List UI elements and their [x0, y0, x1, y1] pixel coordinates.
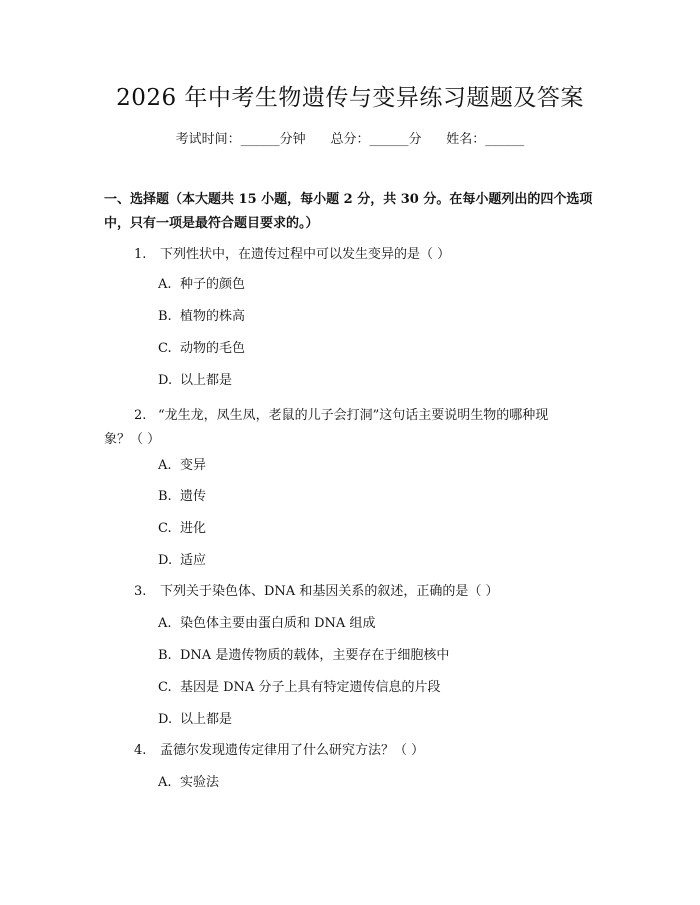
option-3b [158, 646, 449, 666]
option-text: 适应 [180, 553, 207, 568]
option-letter: D. [158, 553, 173, 568]
question-text: 孟德尔发现遗传定律用了什么研究方法？（ ） [160, 743, 425, 758]
option-text: 种子的颜色 [180, 277, 246, 292]
option-text: DNA 是遗传物质的载体，主要存在于细胞核中 [180, 648, 450, 663]
question-number: 2. [134, 408, 147, 423]
option-1c [158, 339, 245, 359]
option-letter: A. [158, 616, 172, 631]
option-letter: C. [158, 521, 172, 536]
page-title: 2026 年中考生物遗传与变异练习题题及答案 [116, 85, 584, 111]
option-3c [158, 678, 440, 698]
section-heading: 一、选择题（本大题共 15 小题，每小题 2 分，共 30 分。在每小题列出的四个选项中，只有一项是最符合题目要求的。） [104, 192, 593, 231]
option-text: 染色体主要由蛋白质和 DNA 组成 [180, 616, 376, 631]
option-letter: B. [158, 309, 172, 324]
option-text: 遗传 [180, 489, 207, 504]
option-letter: D. [158, 373, 173, 388]
option-letter: A. [158, 458, 172, 473]
option-text: 植物的株高 [180, 309, 246, 324]
question-number: 1. [134, 247, 147, 262]
exam-info-line [0, 130, 700, 150]
option-2d [158, 551, 206, 571]
total-score-field: 总分：______分 [330, 132, 422, 147]
option-letter: A. [158, 775, 172, 790]
option-letter: C. [158, 680, 172, 695]
question-4 [134, 739, 604, 763]
name-field: 姓名：______ [446, 132, 525, 147]
option-text: 变异 [180, 458, 207, 473]
question-text-continued: 象？（ ） [104, 432, 161, 447]
exam-time-field: 考试时间：______分钟 [175, 132, 306, 147]
option-3a [158, 614, 375, 634]
question-number: 3. [134, 584, 147, 599]
option-text: 以上都是 [180, 373, 233, 388]
option-3d [158, 710, 232, 730]
option-letter: C. [158, 341, 172, 356]
question-text: 下列性状中，在遗传过程中可以发生变异的是（ ） [160, 247, 451, 262]
question-text: “龙生龙，凤生凤，老鼠的儿子会打洞”这句话主要说明生物的哪种现 [158, 408, 549, 423]
option-letter: A. [158, 277, 172, 292]
option-text: 实验法 [180, 775, 220, 790]
option-2b [158, 487, 206, 507]
option-4a [158, 773, 219, 793]
option-letter: B. [158, 489, 172, 504]
question-2 [104, 404, 604, 452]
option-1a [158, 275, 245, 295]
option-text: 动物的毛色 [180, 341, 246, 356]
option-2c [158, 519, 206, 539]
question-text: 下列关于染色体、DNA 和基因关系的叙述，正确的是（ ） [160, 584, 499, 599]
option-1d [158, 371, 232, 391]
option-letter: B. [158, 648, 172, 663]
option-letter: D. [158, 712, 173, 727]
option-2a [158, 456, 206, 476]
option-text: 基因是 DNA 分子上具有特定遗传信息的片段 [180, 680, 441, 695]
question-3 [134, 580, 604, 604]
option-1b [158, 307, 245, 327]
question-1 [134, 243, 604, 267]
option-text: 以上都是 [180, 712, 233, 727]
option-text: 进化 [180, 521, 207, 536]
question-number: 4. [134, 743, 147, 758]
